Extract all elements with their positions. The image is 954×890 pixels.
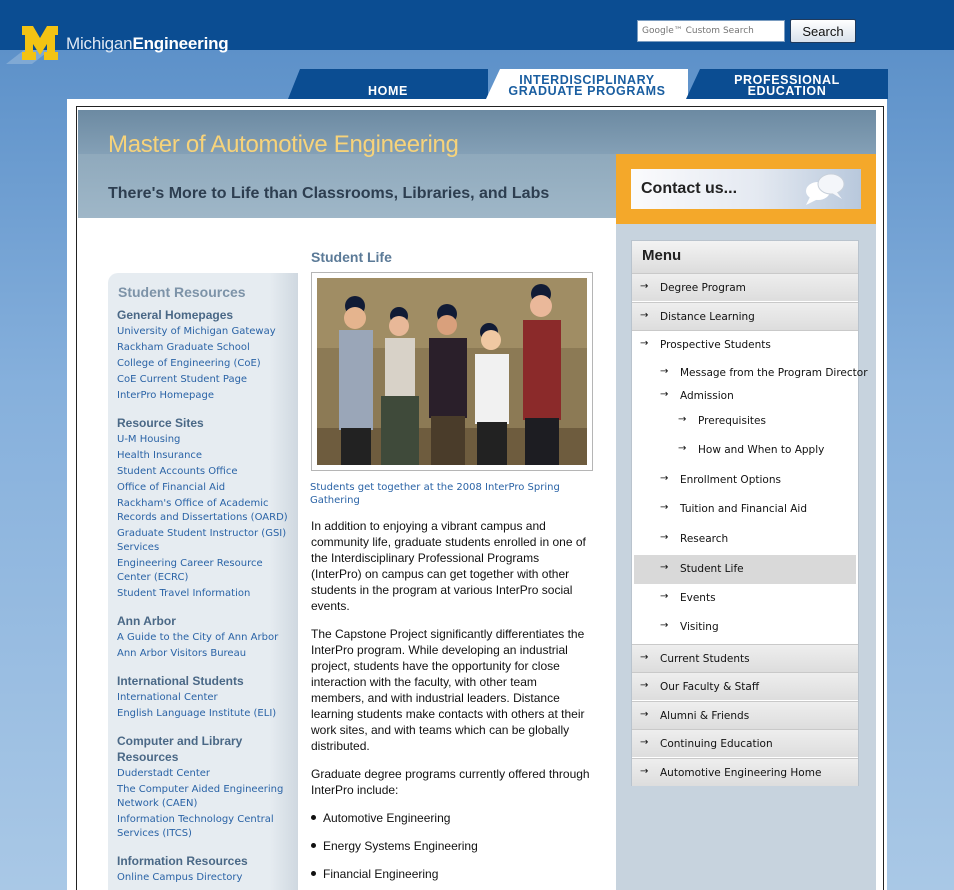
arrow-right-icon: → <box>640 737 649 748</box>
arrow-right-icon: → <box>660 366 669 377</box>
tab-home-label <box>288 86 488 97</box>
bullet-icon <box>311 815 316 820</box>
menu-item-label: Student Life <box>680 563 744 575</box>
paragraph: Graduate degree programs currently offered through InterPro include: <box>311 767 590 797</box>
resource-link[interactable]: Student Accounts Office <box>117 466 238 477</box>
block-m-logo-icon[interactable] <box>6 24 58 68</box>
menu-item-label: Automotive Engineering Home <box>660 767 822 779</box>
section-heading: Ann Arbor <box>117 614 176 628</box>
arrow-right-icon: → <box>660 562 669 573</box>
resource-link[interactable]: CoE Current Student Page <box>117 374 248 385</box>
menu-item-label: Visiting <box>680 621 719 633</box>
list-item <box>311 867 438 881</box>
section-heading: General Homepages <box>117 308 234 322</box>
page-title: Student Life <box>311 249 392 265</box>
arrow-right-icon: → <box>660 473 669 484</box>
arrow-right-icon: → <box>640 766 649 777</box>
arrow-right-icon: → <box>660 591 669 602</box>
arrow-right-icon: → <box>660 620 669 631</box>
paragraph: In addition to enjoying a vibrant campus and community life, graduate students enrolled in one of the Interdisciplinary Professional Programs (InterPro) on campus can get together with other students in the program at various InterPro social events. <box>311 519 586 613</box>
resource-link[interactable]: Health Insurance <box>117 450 203 461</box>
menu-item-label: Admission <box>680 390 734 402</box>
section-heading: Computer and Library Resources <box>117 734 243 764</box>
menu-item-label: Our Faculty & Staff <box>660 681 760 693</box>
tab-pe-label <box>686 75 888 97</box>
tab-pe-line2: EDUCATION <box>747 84 827 98</box>
resource-link[interactable]: Rackham's Office of Academic Records and Dissertations (OARD) <box>117 498 288 523</box>
arrow-right-icon: → <box>660 502 669 513</box>
menu-item-label: Current Students <box>660 653 750 665</box>
student-resources-title: Student Resources <box>118 284 246 300</box>
search-input[interactable] <box>637 20 785 42</box>
menu-item-label: Alumni & Friends <box>660 710 750 722</box>
arrow-right-icon: → <box>640 310 649 321</box>
menu-item-label: Degree Program <box>660 282 746 294</box>
logo-text-light: Michigan <box>66 34 133 53</box>
menu-item-label: Prerequisites <box>698 415 766 427</box>
logo-text-bold: Engineering <box>132 34 229 53</box>
bullet-icon <box>311 843 316 848</box>
menu-item-label: Enrollment Options <box>680 474 781 486</box>
tab-home-line1: HOME <box>368 84 408 98</box>
menu-item-how-when-to-apply[interactable] <box>632 436 858 465</box>
search-button[interactable]: Search <box>790 19 856 43</box>
menu-item-visiting[interactable] <box>632 613 858 642</box>
arrow-right-icon: → <box>640 338 649 349</box>
menu-item-label: Prospective Students <box>660 339 771 351</box>
menu-item-tuition-financial-aid[interactable] <box>632 495 858 524</box>
arrow-right-icon: → <box>640 680 649 691</box>
menu-item-events[interactable] <box>632 584 858 613</box>
menu-item-alumni-friends[interactable] <box>632 701 858 729</box>
menu-item-distance-learning[interactable] <box>632 302 858 330</box>
list-item <box>311 811 450 825</box>
list-item <box>311 839 478 853</box>
speech-bubbles-icon <box>802 172 846 206</box>
resource-link[interactable]: InterPro Homepage <box>117 390 215 401</box>
resource-link[interactable]: The Computer Aided Engineering Network (CAEN) <box>117 784 284 809</box>
resource-link[interactable]: Student Travel Information <box>117 588 251 599</box>
arrow-right-icon: → <box>660 532 669 543</box>
menu-item-label: Events <box>680 592 716 604</box>
tab-professional-education[interactable] <box>686 69 888 99</box>
resource-link[interactable]: Duderstadt Center <box>117 768 211 779</box>
list-item-label: Financial Engineering <box>323 867 439 881</box>
resource-link[interactable]: U-M Housing <box>117 434 181 445</box>
section-heading: Information Resources <box>117 854 248 868</box>
menu-item-label: Distance Learning <box>660 311 755 323</box>
photo-caption: Students get together at the 2008 InterPro Spring Gathering <box>310 482 560 506</box>
tab-pe-line1: PROFESSIONAL <box>734 73 840 87</box>
tab-ig-line2: GRADUATE PROGRAMS <box>508 84 666 98</box>
menu-item-prerequisites[interactable] <box>632 407 858 436</box>
menu-item-faculty-staff[interactable] <box>632 672 858 700</box>
resource-link[interactable]: International Center <box>117 692 218 703</box>
logo-wordmark[interactable] <box>66 34 228 54</box>
menu-item-student-life[interactable] <box>634 555 856 584</box>
menu-item-current-students[interactable] <box>632 644 858 672</box>
tab-ig-label <box>486 75 688 97</box>
menu-item-enrollment-options[interactable] <box>632 466 858 495</box>
menu-item-label: Research <box>680 533 729 545</box>
menu-item-prospective-students[interactable] <box>632 330 858 358</box>
menu-item-degree-program[interactable] <box>632 273 858 301</box>
menu-title: Menu <box>632 241 858 273</box>
arrow-right-icon: → <box>678 414 687 425</box>
resource-link[interactable]: College of Engineering (CoE) <box>117 358 261 369</box>
menu-item-label: How and When to Apply <box>698 444 825 456</box>
resource-link[interactable]: Information Technology Central Services (ITCS) <box>117 814 274 839</box>
tab-interdisciplinary-graduate-programs[interactable] <box>486 69 688 99</box>
section-heading: Resource Sites <box>117 416 204 430</box>
resource-link[interactable]: Office of Financial Aid <box>117 482 226 493</box>
menu-item-label: Continuing Education <box>660 738 773 750</box>
menu-item-label: Tuition and Financial Aid <box>680 503 808 515</box>
list-item-label: Automotive Engineering <box>323 811 451 825</box>
resource-link[interactable]: English Language Institute (ELI) <box>117 708 277 719</box>
tab-home[interactable] <box>288 69 488 99</box>
arrow-right-icon: → <box>660 389 669 400</box>
resource-link[interactable]: Graduate Student Instructor (GSI) Services <box>117 528 287 553</box>
menu-item-label: Message from the Program Director <box>680 367 868 379</box>
banner-title: Master of Automotive Engineering <box>108 131 459 158</box>
bullet-icon <box>311 871 316 876</box>
arrow-right-icon: → <box>640 652 649 663</box>
resource-link[interactable]: Online Campus Directory <box>117 872 243 883</box>
menu-item-research[interactable] <box>632 525 858 554</box>
resource-link[interactable]: Ann Arbor Visitors Bureau <box>117 648 247 659</box>
section-heading: International Students <box>117 674 244 688</box>
tab-ig-line1: INTERDISCIPLINARY <box>519 73 655 87</box>
banner-subtitle: There's More to Life than Classrooms, Libraries, and Labs <box>108 185 550 202</box>
arrow-right-icon: → <box>640 709 649 720</box>
arrow-right-icon: → <box>640 281 649 292</box>
resource-link[interactable]: Rackham Graduate School <box>117 342 250 353</box>
resource-link[interactable]: Engineering Career Resource Center (ECRC) <box>117 558 263 583</box>
student-group-photo <box>317 278 587 465</box>
resource-link[interactable]: A Guide to the City of Ann Arbor <box>117 632 279 643</box>
menu-item-continuing-education[interactable] <box>632 729 858 757</box>
contact-us-label[interactable]: Contact us... <box>641 180 738 197</box>
arrow-right-icon: → <box>678 443 687 454</box>
list-item-label: Energy Systems Engineering <box>323 839 478 853</box>
menu-item-automotive-engineering-home[interactable] <box>632 758 858 786</box>
paragraph: The Capstone Project significantly differentiates the InterPro program. While developing an industrial project, students have the opportunity for close interaction with the faculty, with other team members, and with industrial leaders. Distance learning students make contacts with others at their work sites, and with teams which can be globally distributed. <box>311 627 585 753</box>
resource-link[interactable]: University of Michigan Gateway <box>117 326 276 337</box>
